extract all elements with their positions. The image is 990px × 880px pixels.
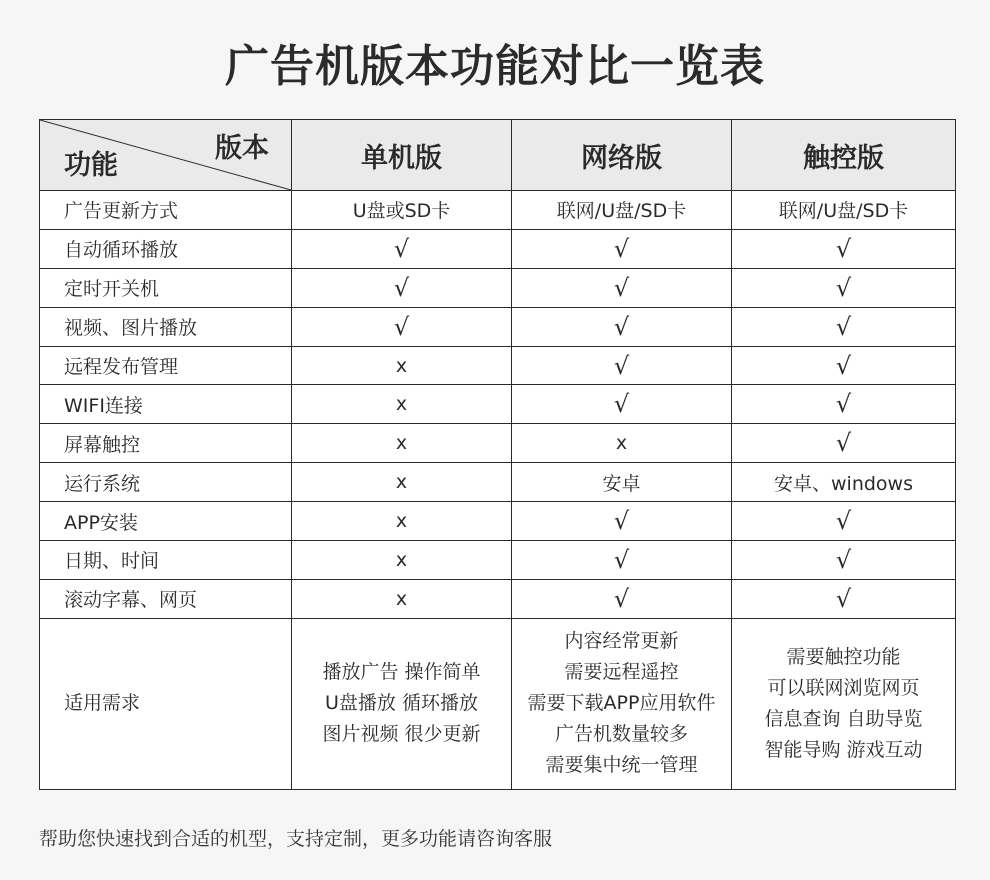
value-cell: [292, 579, 512, 618]
feature-cell: 屏幕触控: [40, 424, 292, 463]
suitable-line: 需要下载APP应用软件: [527, 692, 716, 715]
table-row: [40, 229, 956, 268]
feature-cell: APP安装: [40, 502, 292, 541]
table-row: [40, 424, 956, 463]
check-mark-icon: √: [613, 584, 630, 613]
value-cell: [732, 385, 956, 424]
value-cell: [732, 268, 956, 307]
feature-cell: 广告更新方式: [40, 191, 292, 230]
header-corner-cell: [40, 120, 292, 191]
feature-cell: 滚动字幕、网页: [40, 579, 292, 618]
feature-cell: 远程发布管理: [40, 346, 292, 385]
cross-mark-icon: x: [615, 432, 628, 455]
value-cell: [512, 463, 732, 502]
value-cell: [292, 229, 512, 268]
check-mark-icon: √: [835, 351, 852, 380]
value-cell: [732, 424, 956, 463]
value-cell: [512, 385, 732, 424]
value-text: U盘或SD卡: [352, 200, 451, 223]
feature-cell: 适用需求: [40, 618, 292, 789]
suitable-line: 广告机数量较多: [554, 723, 688, 746]
suitable-line: 图片视频 很少更新: [322, 723, 481, 746]
check-mark-icon: √: [835, 312, 852, 341]
value-text: 安卓: [602, 472, 641, 495]
value-cell: [512, 229, 732, 268]
check-mark-icon: √: [835, 234, 852, 263]
suitable-line: 信息查询 自助导览: [764, 707, 923, 730]
value-cell: [292, 307, 512, 346]
check-mark-icon: √: [613, 507, 630, 536]
feature-cell: 自动循环播放: [40, 229, 292, 268]
table-row: [40, 579, 956, 618]
value-text: 安卓、windows: [774, 472, 913, 495]
suitable-line: 播放广告 操作简单: [322, 661, 481, 684]
page-title: 广告机版本功能对比一览表: [225, 41, 765, 92]
value-cell: [732, 307, 956, 346]
table-row: [40, 385, 956, 424]
value-text: 联网/U盘/SD卡: [556, 200, 687, 223]
table-row: [40, 463, 956, 502]
table-row: [40, 268, 956, 307]
value-cell: [732, 191, 956, 230]
value-cell: [732, 502, 956, 541]
value-cell: [512, 502, 732, 541]
value-cell: [292, 268, 512, 307]
check-mark-icon: √: [613, 545, 630, 574]
header-feature-label: 功能: [64, 150, 118, 181]
value-cell: [512, 579, 732, 618]
cross-mark-icon: x: [395, 587, 408, 610]
table-row: [40, 346, 956, 385]
cross-mark-icon: x: [395, 471, 408, 494]
value-cell: [732, 541, 956, 580]
header-network: 网络版: [512, 120, 732, 191]
table-row: [40, 502, 956, 541]
header-touch: 触控版: [732, 120, 956, 191]
check-mark-icon: √: [613, 312, 630, 341]
footer-note: 帮助您快速找到合适的机型，支持定制，更多功能请咨询客服: [39, 828, 553, 850]
value-text: 联网/U盘/SD卡: [778, 200, 909, 223]
check-mark-icon: √: [613, 273, 630, 302]
value-cell: [512, 307, 732, 346]
feature-cell: 定时开关机: [40, 268, 292, 307]
value-cell: [512, 268, 732, 307]
table-header-row: [40, 120, 956, 191]
cross-mark-icon: x: [395, 432, 408, 455]
value-cell: [732, 229, 956, 268]
cross-mark-icon: x: [395, 393, 408, 416]
value-cell: [732, 579, 956, 618]
suitable-line: 需要远程遥控: [564, 661, 679, 684]
value-cell: [292, 191, 512, 230]
value-cell: [512, 541, 732, 580]
check-mark-icon: √: [613, 351, 630, 380]
table-row: [40, 191, 956, 230]
value-cell: [512, 191, 732, 230]
suitable-line: 需要触控功能: [786, 645, 901, 668]
feature-cell: 运行系统: [40, 463, 292, 502]
check-mark-icon: √: [835, 507, 852, 536]
feature-cell: WIFI连接: [40, 385, 292, 424]
cross-mark-icon: x: [395, 354, 408, 377]
value-cell: [732, 346, 956, 385]
check-mark-icon: √: [393, 234, 410, 263]
check-mark-icon: √: [835, 429, 852, 458]
check-mark-icon: √: [835, 390, 852, 419]
value-cell: [512, 424, 732, 463]
feature-cell: 日期、时间: [40, 541, 292, 580]
suitable-line: 可以联网浏览网页: [767, 676, 920, 699]
suitable-line: U盘播放 循环播放: [325, 692, 478, 715]
suitable-touch: [732, 618, 956, 789]
value-cell: [292, 463, 512, 502]
suitable-standalone: [292, 618, 512, 789]
suitable-line: 需要集中统一管理: [545, 754, 698, 777]
suitable-line: 内容经常更新: [564, 630, 679, 653]
value-cell: [732, 463, 956, 502]
feature-cell: 视频、图片播放: [40, 307, 292, 346]
value-cell: [512, 346, 732, 385]
comparison-table: [39, 119, 956, 790]
check-mark-icon: √: [393, 312, 410, 341]
header-version-label: 版本: [215, 133, 269, 164]
check-mark-icon: √: [835, 273, 852, 302]
check-mark-icon: √: [613, 234, 630, 263]
cross-mark-icon: x: [395, 510, 408, 533]
value-cell: [292, 541, 512, 580]
table-row: [40, 541, 956, 580]
check-mark-icon: √: [393, 273, 410, 302]
suitable-network: [512, 618, 732, 789]
cross-mark-icon: x: [395, 548, 408, 571]
suitable-row: [40, 618, 956, 789]
table-row: [40, 307, 956, 346]
value-cell: [292, 385, 512, 424]
value-cell: [292, 502, 512, 541]
check-mark-icon: √: [835, 584, 852, 613]
header-standalone: 单机版: [292, 120, 512, 191]
check-mark-icon: √: [613, 390, 630, 419]
check-mark-icon: √: [835, 545, 852, 574]
suitable-line: 智能导购 游戏互动: [764, 738, 923, 761]
value-cell: [292, 424, 512, 463]
value-cell: [292, 346, 512, 385]
